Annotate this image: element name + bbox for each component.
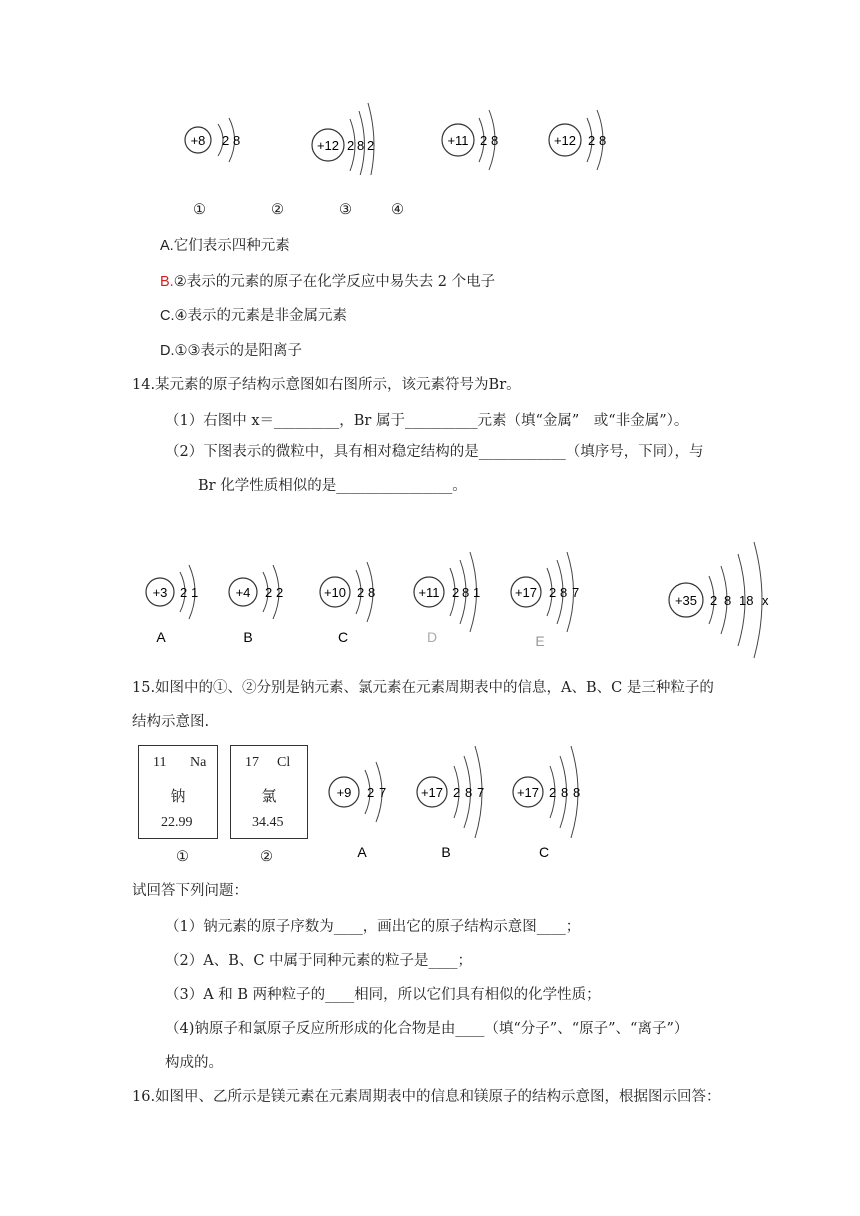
shell-electrons: 2	[367, 785, 375, 800]
shell-electrons: 2	[549, 585, 557, 600]
q14-atom-a	[146, 565, 198, 619]
atom-label: E	[535, 633, 545, 649]
option-letter-highlighted: B.	[160, 274, 174, 290]
card-label-2: ②	[260, 849, 273, 865]
element-symbol: Na	[190, 755, 207, 770]
nucleus-charge: +35	[674, 593, 698, 608]
periodic-card-chlorine	[230, 745, 308, 839]
atomic-mass: 34.45	[252, 815, 284, 830]
q15-question-4-cont: 构成的。	[165, 1055, 223, 1071]
shell-electrons: 8	[465, 785, 473, 800]
shell-electrons: 2	[549, 785, 557, 800]
q14-part2-line2: Br 化学性质相似的是________________。	[198, 478, 467, 494]
nucleus-charge: +10	[323, 585, 347, 600]
q13-atom-2	[312, 103, 374, 175]
q14-atom-diagrams	[0, 540, 860, 660]
q13-option-d	[160, 339, 302, 360]
q14-atom-d	[414, 552, 480, 632]
atom-label: B	[441, 844, 451, 860]
q15-question-3: （3）A 和 B 两种粒子的____相同，所以它们具有相似的化学性质；	[165, 987, 601, 1003]
shell-electrons: 2	[452, 585, 460, 600]
q13-label-2: ②	[271, 202, 284, 218]
shell-electrons: 18	[739, 593, 754, 608]
option-text: ①③表示的是阳离子	[174, 343, 302, 359]
shell-electrons: 8	[560, 585, 568, 600]
q15-question-2: （2）A、B、C 中属于同种元素的粒子是____；	[165, 953, 473, 969]
shell-electrons: 8	[599, 133, 607, 148]
q15-atom-b	[417, 746, 484, 838]
shell-electrons: 8	[233, 133, 241, 148]
atom-label: C	[538, 844, 550, 860]
q15-question-1: （1）钠元素的原子序数为____，画出它的原子结构示意图____；	[165, 919, 581, 935]
q13-atom-4	[549, 110, 606, 170]
q14-atom-b	[229, 565, 283, 619]
shell-electrons: 2	[710, 593, 718, 608]
q13-option-a	[160, 234, 290, 255]
option-letter: A.	[160, 238, 174, 254]
atom-label: A	[156, 629, 166, 645]
q15-prompt: 试回答下列问题：	[132, 883, 248, 899]
option-text: ④表示的元素是非金属元素	[174, 308, 347, 324]
shell-electrons: 7	[572, 585, 580, 600]
shell-electrons: 2	[588, 133, 596, 148]
shell-electrons: 2	[357, 585, 365, 600]
q14-atom-br	[669, 542, 769, 658]
shell-electrons: 2	[265, 585, 273, 600]
q13-option-b	[160, 270, 495, 291]
shell-electrons: 7	[379, 785, 387, 800]
nucleus-charge: +3	[152, 585, 168, 600]
q15-question-4: （4)钠原子和氯原子反应所形成的化合物是由____（填“分子”、“原子”、“离子”）	[165, 1021, 689, 1037]
shell-electrons: 2	[180, 585, 188, 600]
option-text: ②表示的元素的原子在化学反应中易失去 2 个电子	[173, 274, 496, 290]
nucleus-charge: +11	[447, 133, 469, 148]
nucleus-charge: +12	[553, 133, 577, 148]
shell-electrons: 2	[222, 133, 230, 148]
atomic-number: 11	[153, 755, 167, 770]
shell-electrons: 1	[473, 585, 481, 600]
q13-atom-diagrams	[0, 95, 860, 175]
shell-electrons: 2	[367, 138, 375, 153]
periodic-card-sodium	[138, 745, 218, 839]
atomic-number: 17	[245, 755, 259, 770]
option-letter: C.	[160, 308, 175, 324]
q13-option-c	[160, 304, 347, 325]
q13-label-4: ④	[391, 202, 404, 218]
q13-label-1: ①	[193, 202, 206, 218]
q16-stem: 16.如图甲、乙所示是镁元素在元素周期表中的信息和镁原子的结构示意图，根据图示回答：	[132, 1089, 721, 1105]
atomic-mass: 22.99	[161, 815, 193, 830]
q15-atom-diagrams	[300, 730, 620, 870]
shell-electrons: 8	[491, 133, 499, 148]
shell-electrons: x	[762, 593, 769, 608]
shell-electrons: 2	[480, 133, 488, 148]
shell-electrons: 8	[724, 593, 732, 608]
q13-label-3: ③	[339, 202, 352, 218]
option-letter: D.	[160, 343, 175, 359]
q14-atom-c	[320, 562, 375, 622]
atom-label: A	[357, 844, 367, 860]
atom-label: D	[426, 629, 438, 645]
q13-atom-1	[185, 118, 240, 162]
q15-atom-c	[513, 746, 580, 838]
nucleus-charge: +8	[190, 133, 206, 148]
atom-label: C	[337, 629, 349, 645]
q14-part2-line1: （2）下图表示的微粒中，具有相对稳定结构的是____________（填序号，下同），与	[165, 444, 704, 460]
q14-atom-e	[511, 552, 579, 632]
q15-stem-line2: 结构示意图.	[132, 714, 210, 730]
nucleus-charge: +17	[516, 785, 540, 800]
nucleus-charge: +12	[316, 138, 340, 153]
nucleus-charge: +17	[420, 785, 444, 800]
nucleus-charge: +17	[514, 585, 538, 600]
q13-atom-3	[442, 110, 498, 170]
nucleus-charge: +11	[418, 585, 440, 600]
shell-electrons: 8	[462, 585, 470, 600]
shell-electrons: 8	[368, 585, 376, 600]
shell-electrons: 1	[191, 585, 199, 600]
element-name: 氯	[261, 787, 277, 805]
option-text: 它们表示四种元素	[173, 238, 290, 254]
element-name: 钠	[170, 787, 186, 805]
atom-label: B	[243, 629, 253, 645]
nucleus-charge: +4	[235, 585, 251, 600]
shell-electrons: 2	[453, 785, 461, 800]
q15-atom-a	[329, 762, 386, 822]
q15-stem-line1: 15.如图中的①、②分别是钠元素、氯元素在元素周期表中的信息，A、B、C 是三种粒子的	[132, 680, 714, 696]
card-label-1: ①	[176, 849, 189, 865]
shell-electrons: 2	[276, 585, 284, 600]
shell-electrons: 8	[573, 785, 581, 800]
shell-electrons: 2	[347, 138, 355, 153]
shell-electrons: 8	[561, 785, 569, 800]
shell-electrons: 7	[477, 785, 485, 800]
shell-electrons: 8	[357, 138, 365, 153]
element-symbol: Cl	[277, 755, 291, 770]
nucleus-charge: +9	[336, 785, 352, 800]
q14-stem: 14.某元素的原子结构示意图如右图所示，该元素符号为Br。	[132, 377, 521, 393]
q14-part1: （1）右图中 x＝_________，Br 属于__________元素（填“金属” 或“非金属”）。	[165, 413, 689, 429]
